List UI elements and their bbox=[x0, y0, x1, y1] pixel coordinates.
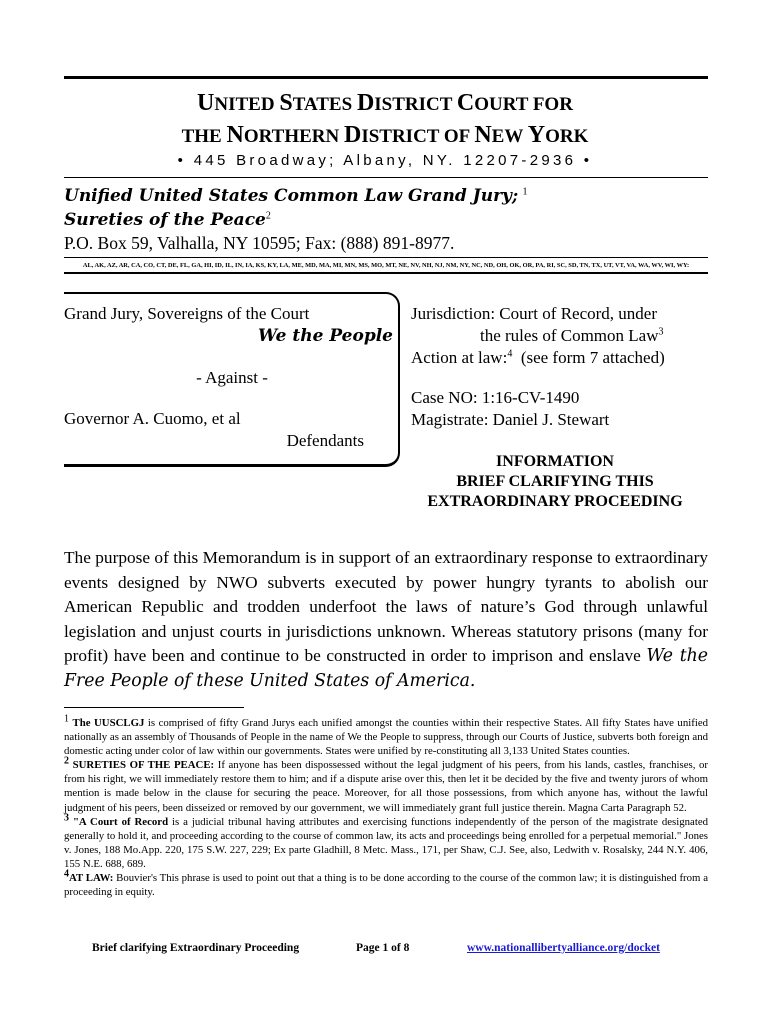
memorandum-paragraph: The purpose of this Memorandum is in support of an extraordinary response to extraordinary events designed by NWO subverts executed by power hungry tyrants to abolish our American Republic and trodden underfoot the laws of nature’s God through unlawful legislation and unjust courts in jurisdictions unknown. Whereas statutory prisons (many for profit) have been and continue to be constructed in order to imprison and enslave We the Free People of these United States of America. bbox=[64, 548, 709, 691]
footnote-4: $^4$AT LAW: Bouvier's This phrase is used to point out that a thing is to be done according to the course of the common law; it is distinguished from a proceeding in equity. bbox=[64, 868, 708, 899]
brief-title-2: BRIEF CLARIFYING THIS bbox=[456, 473, 654, 490]
footer-page-number: Page 1 of 8 bbox=[356, 942, 410, 954]
footnotes bbox=[64, 713, 709, 899]
against: - Against - bbox=[196, 368, 268, 387]
top-rule bbox=[64, 76, 708, 79]
org-sureties: Sureties of the Peace$^2$ bbox=[64, 210, 271, 230]
brief-title-1: INFORMATION bbox=[496, 453, 614, 470]
footer-docket-link[interactable]: www.nationallibertyalliance.org/docket bbox=[467, 942, 660, 954]
footnote-1: $^1$ The UUSCLGJ is comprised of fifty Grand Jurys each unified amongst the counties within their respective States. All fifty States have unified nationally as an assembly of Thousands of People in the name of We the People to suppress, through our Courts of Justice, subverts both foreign and domestic acting under color of law within our governments. States were unified by re-constituting all 3,133 United States counties. bbox=[64, 713, 709, 758]
court-address: • 445 Broadway; Albany, NY. 12207-2936 • bbox=[177, 152, 593, 169]
header-rule bbox=[64, 177, 708, 178]
action-at-law: Action at law:$^4$ (see form 7 attached) bbox=[411, 348, 665, 367]
org-name: Unified United States Common Law Grand Jury; $^1$ bbox=[64, 186, 528, 206]
org-contact: P.O. Box 59, Valhalla, NY 10595; Fax: (888) 891-8977. bbox=[64, 233, 455, 253]
magistrate: Magistrate: Daniel J. Stewart bbox=[411, 410, 610, 429]
states-rule-top bbox=[64, 257, 708, 258]
court-title-line-2: THE NORTHERN DISTRICT OF NEW YORK bbox=[181, 122, 589, 148]
footer-title: Brief clarifying Extraordinary Proceeding bbox=[92, 942, 300, 954]
footnote-rule bbox=[64, 707, 244, 708]
plaintiff: Grand Jury, Sovereigns of the Court bbox=[64, 304, 310, 323]
court-title-line-1: UNITED STATES DISTRICT COURT FOR bbox=[197, 90, 573, 116]
defendants-label: Defendants bbox=[286, 431, 364, 450]
jurisdiction: Jurisdiction: Court of Record, under bbox=[411, 304, 657, 323]
state-list: AL, AK, AZ, AR, CA, CO, CT, DE, FL, GA, HI, ID, IL, IN, IA, KS, KY, LA, ME, MD, MA, MI, MN, MS, MO, MT, NE, NV, NH, NJ, NM, NY, NC, ND, OH, OK, OR, PA, RI, SC, SD, TN, TX, UT, VT, VA, WA, WV, WI, WY: bbox=[82, 262, 690, 269]
we-the-people: We the People bbox=[257, 326, 393, 346]
brief-title-3: EXTRAORDINARY PROCEEDING bbox=[427, 493, 683, 510]
footnote-3: $^3$ "A Court of Record is a judicial tribunal having attributes and exercising functions independently of the person of the magistrate designated generally to hold it, and proceeding according to the course of common law, its acts and proceedings being enrolled for a perpetual memorial." Jones v. Jones, 188 Mo.App. 220, 175 S.W. 227, 229; Ex parte Gladhill, 8 Metc. Mass., 171, per Shaw, C.J. See, also, Ledwith v. Rosalsky, 244 N.Y. 406, 155 N.E. 688, 689. bbox=[64, 812, 709, 870]
rules-common-law: the rules of Common Law$^3$ bbox=[480, 326, 664, 345]
case-number: Case NO: 1:16-CV-1490 bbox=[411, 388, 580, 407]
defendant: Governor A. Cuomo, et al bbox=[64, 409, 241, 428]
footnote-2: $^2$ SURETIES OF THE PEACE: If anyone has been dispossessed without the legal judgment of his peers, from his lands, castles, franchises, or from his right, we will immediately restore them to him; and if a dispute arise over this, then let it be decided by the five and twenty jurors of whom mention is made below in the clause for securing the peace. Moreover, for all those possessions, from which anyone has, without the lawful judgment of his peers, been disseized or removed by our government, we will immediately grant full justice therein. Magna Carta Paragraph 52. bbox=[64, 755, 708, 814]
states-rule-bottom bbox=[64, 272, 708, 274]
